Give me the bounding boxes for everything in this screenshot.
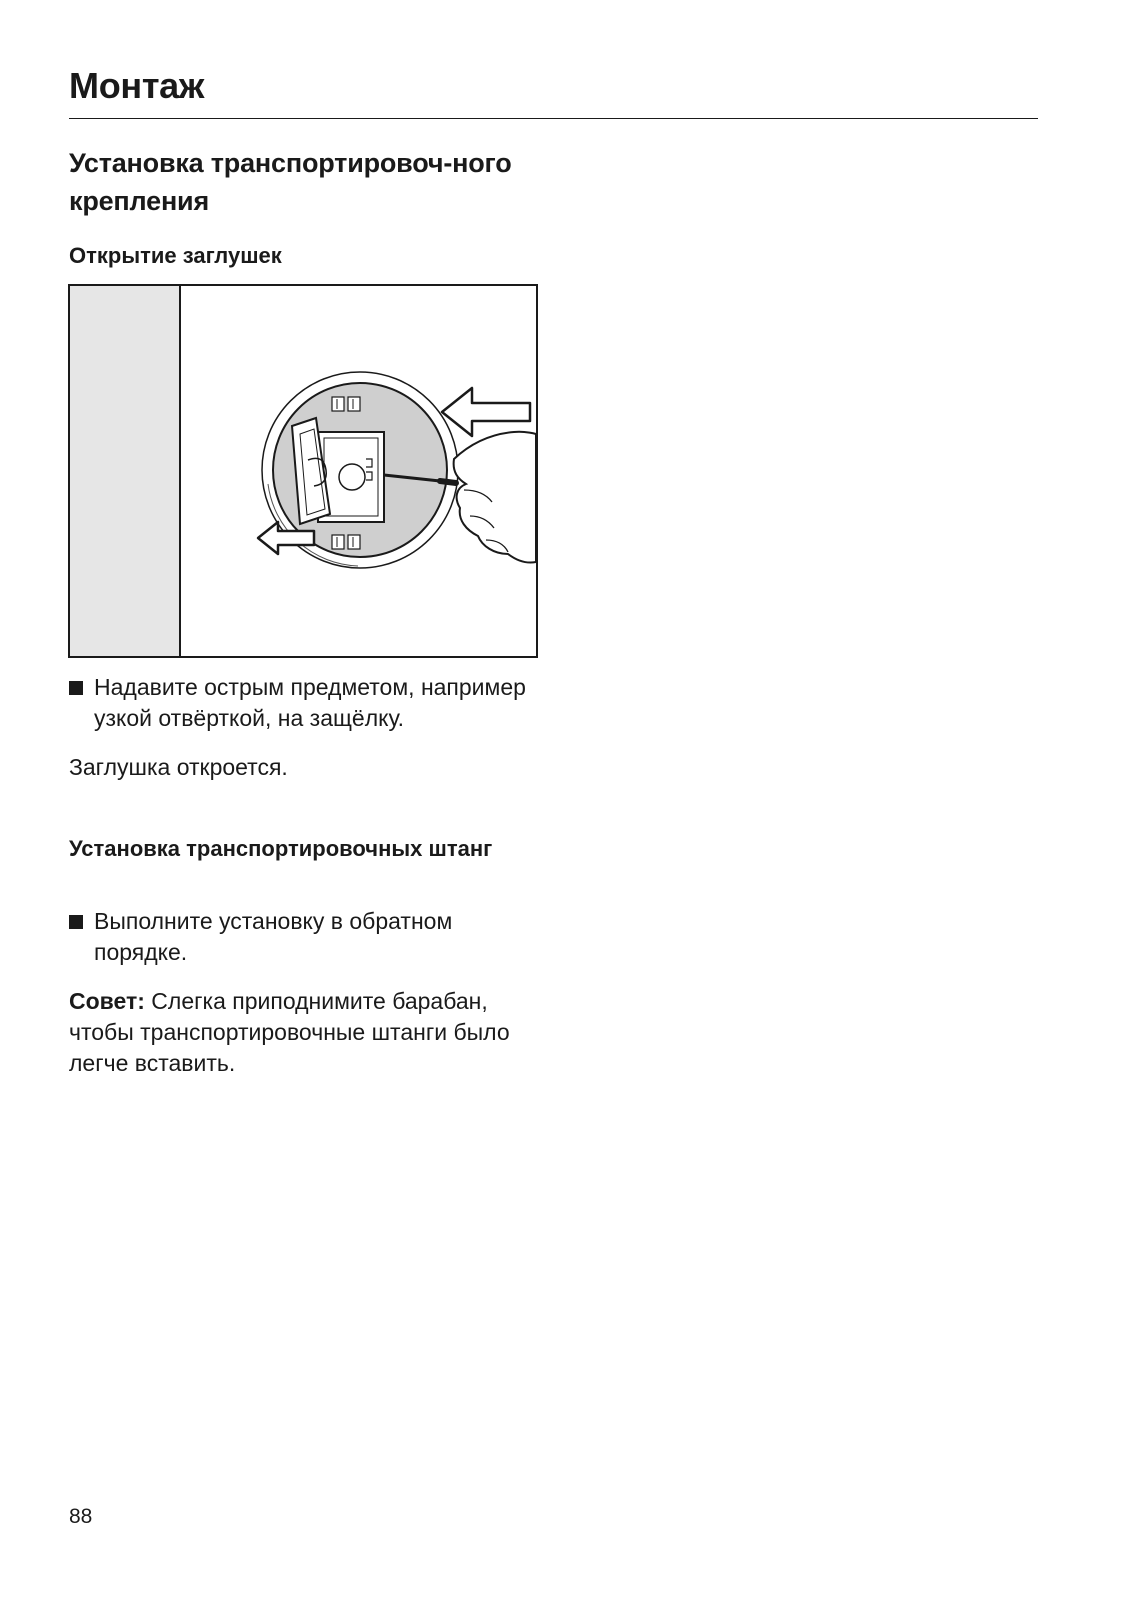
bullet-square-icon	[69, 915, 83, 929]
instruction-step	[69, 672, 539, 734]
section-title: Установка транспортировоч-ного крепления	[69, 148, 512, 216]
page-number: 88	[69, 1505, 93, 1528]
cap-removal-figure	[68, 284, 538, 658]
install-rods-heading: Установка транспортировочных штанг	[69, 836, 493, 861]
tip-label: Совет:	[69, 988, 145, 1014]
bullet-square-icon	[69, 681, 83, 695]
open-caps-heading: Открытие заглушек	[69, 243, 282, 268]
result-text: Заглушка откроется.	[69, 754, 288, 780]
open-caps-instructions	[69, 672, 539, 783]
step-text: Надавите острым предметом, например узкой отвёрткой, на защёлку.	[94, 674, 526, 731]
side-panel	[70, 286, 180, 656]
tip-paragraph	[69, 986, 539, 1079]
install-rods-instructions	[69, 906, 539, 1079]
cap-removal-illustration	[68, 284, 538, 658]
instruction-step	[69, 906, 539, 968]
step-text: Выполните установку в обратном порядке.	[94, 908, 453, 965]
page-header	[69, 62, 1038, 119]
tip-text: Слегка приподнимите барабан, чтобы транспортировочные штанги было легче вставить.	[69, 988, 510, 1076]
page-title: Монтаж	[69, 65, 205, 106]
